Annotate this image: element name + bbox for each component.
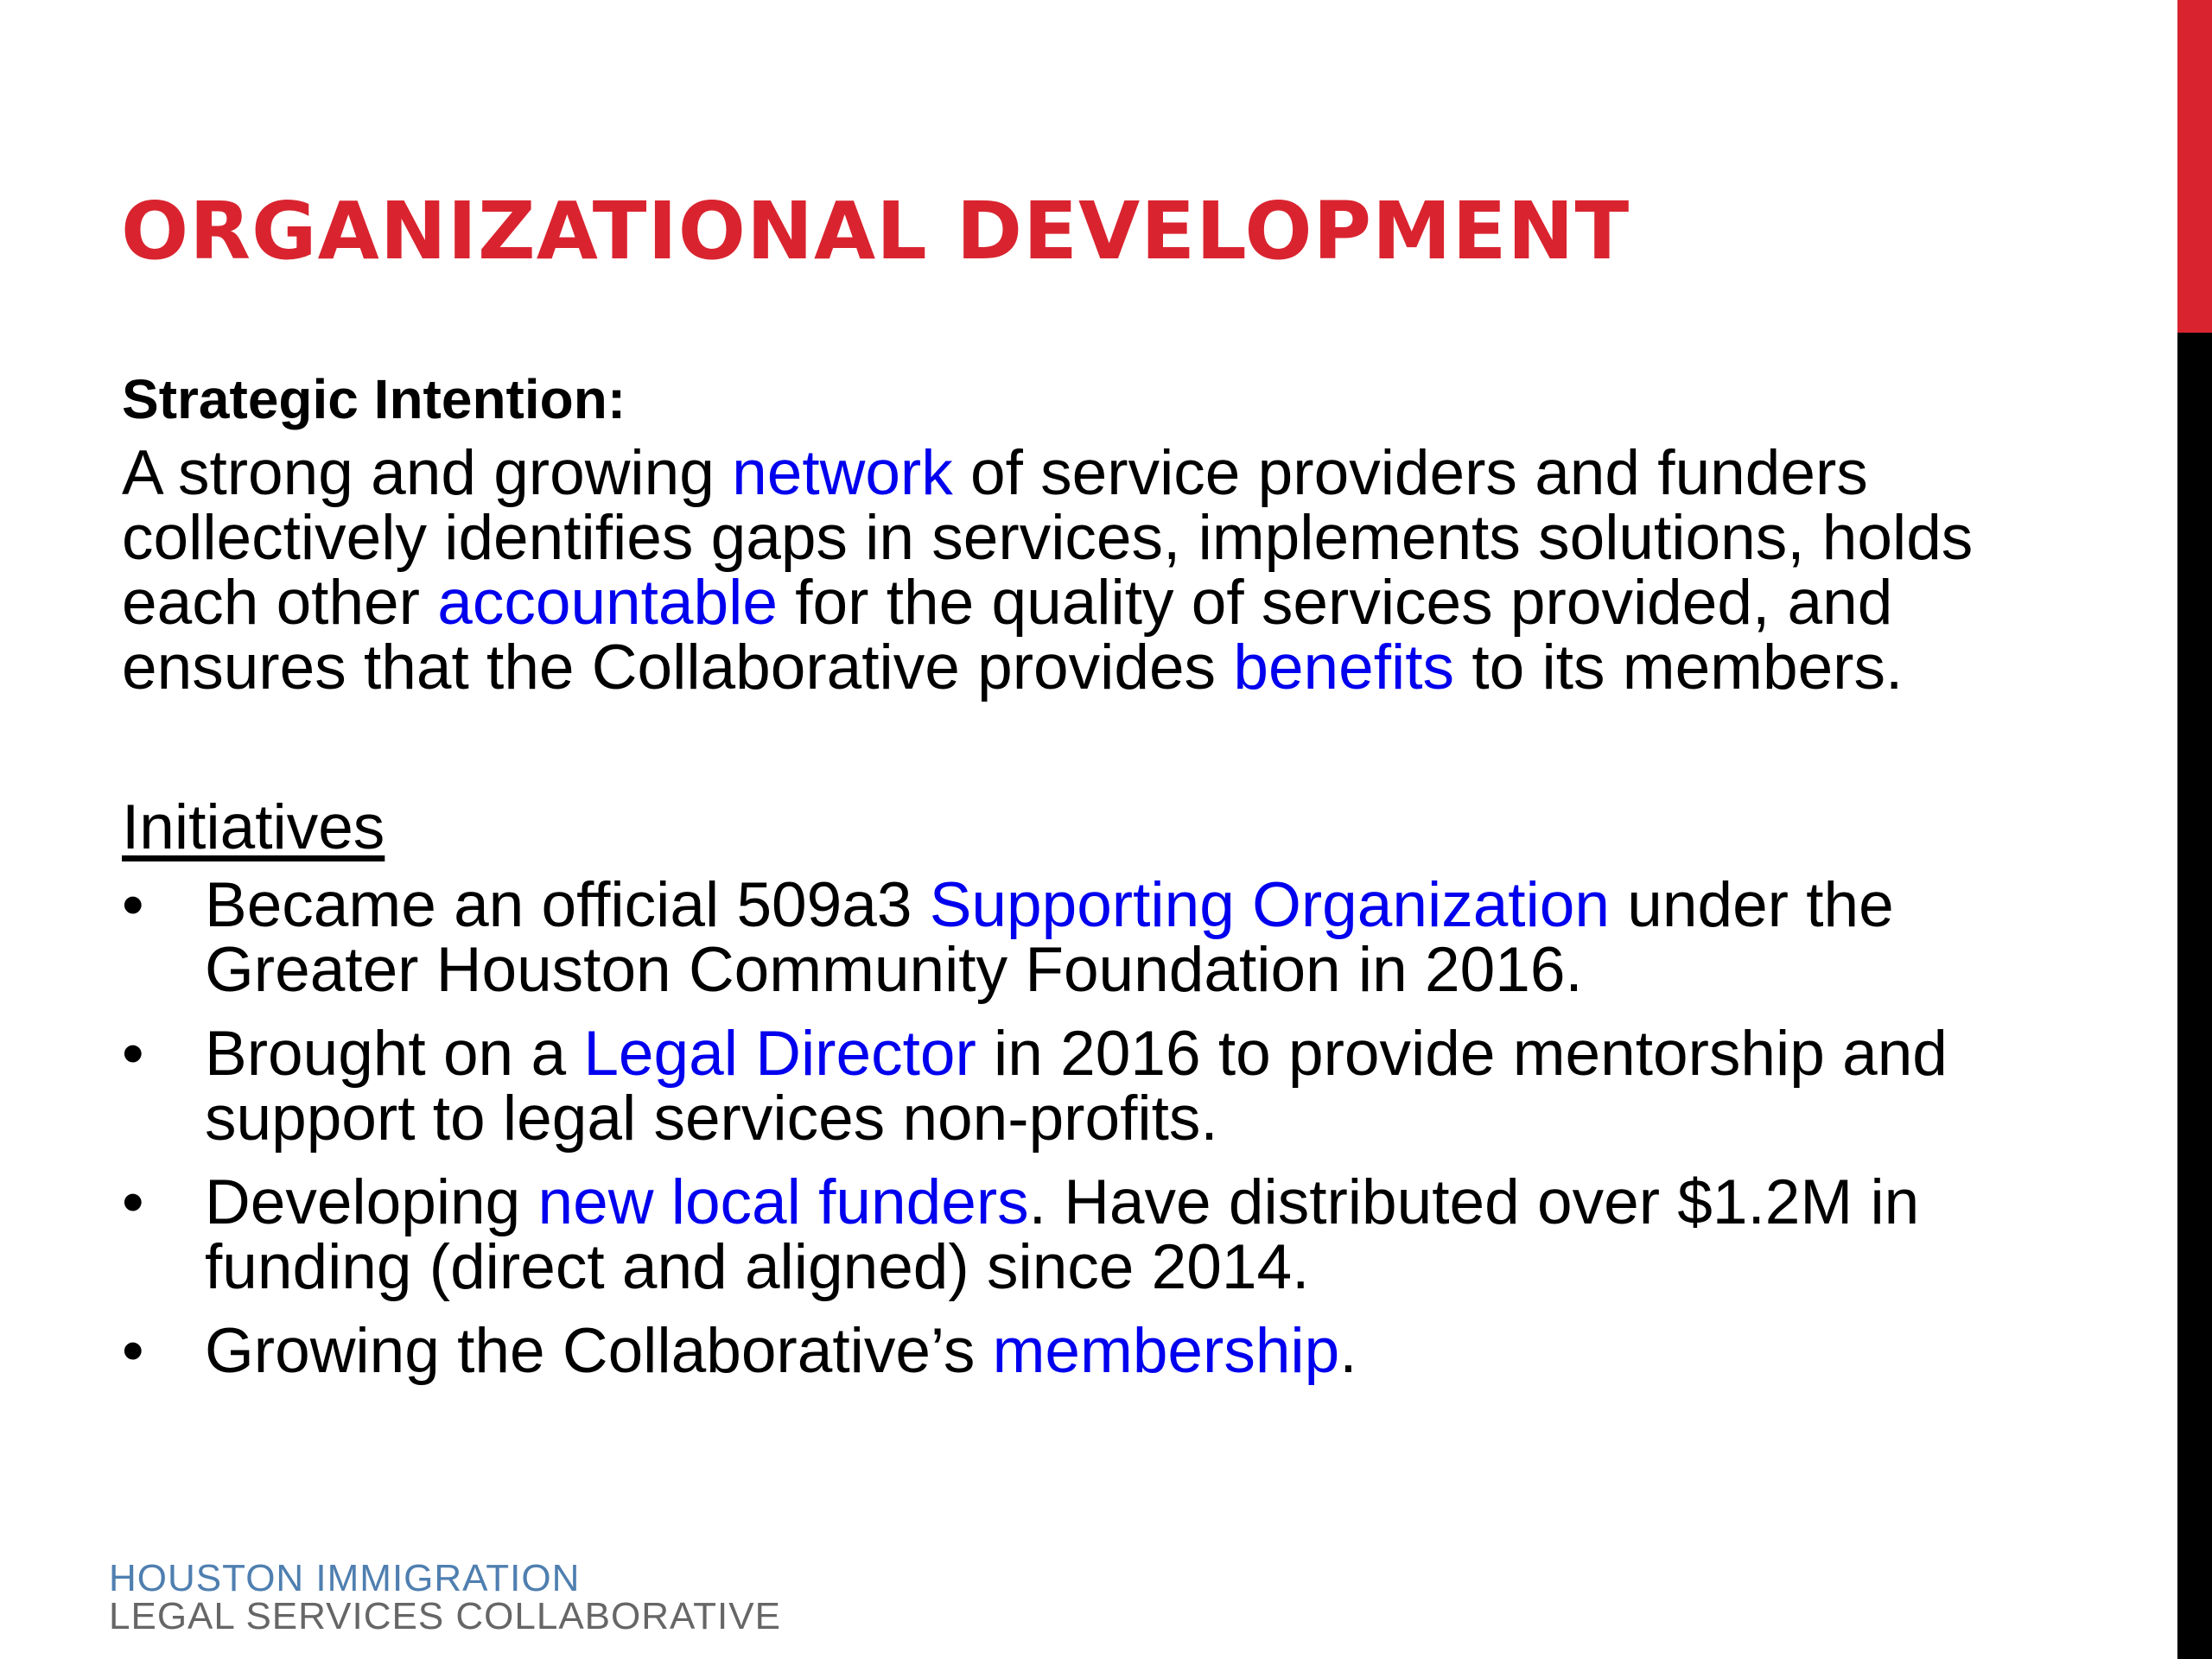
- intention-text-part: for the quality of services provided, and ensures that the Collaborative provides: [122, 568, 1893, 702]
- bullet-text: . Have distributed over $1.2M in funding (direct and aligned) since 2014.: [205, 1167, 1920, 1302]
- strategic-intention-heading: Strategic Intention:: [122, 368, 626, 430]
- bullet-text: Growing the Collaborative’s: [205, 1316, 993, 1386]
- highlight-new-local-funders: new local funders: [537, 1167, 1029, 1237]
- initiatives-heading: Initiatives: [122, 792, 385, 862]
- list-item: [122, 1316, 2109, 1386]
- side-accent-bar-red: [2177, 0, 2212, 333]
- highlight-membership: membership: [992, 1316, 1340, 1386]
- bullet-icon: •: [122, 1316, 144, 1386]
- side-accent-bar-black: [2177, 333, 2212, 1659]
- list-item: [122, 870, 2109, 1005]
- bullet-text: Developing: [205, 1167, 538, 1237]
- bullet-text: in 2016 to provide mentorship and support to legal services non-profits.: [205, 1019, 1948, 1154]
- bullet-text: under the Greater Houston Community Foundation in 2016.: [205, 870, 1894, 1005]
- bullet-icon: •: [122, 1019, 144, 1089]
- logo-line-2: LEGAL SERVICES COLLABORATIVE: [109, 1595, 781, 1637]
- intention-text-part: A strong and growing: [122, 438, 733, 508]
- intention-text-part: to its members.: [1454, 632, 1904, 702]
- logo-line-1: HOUSTON IMMIGRATION: [109, 1557, 581, 1599]
- bullet-text: Became an official 509a3: [205, 870, 930, 940]
- intention-text-part: of service providers and funders collectively identifies gaps in services, implements solutions, holds each other: [122, 438, 1974, 638]
- slide-content: [122, 363, 2109, 1402]
- bullet-text: Brought on a: [205, 1019, 584, 1089]
- highlight-network: network: [732, 438, 953, 508]
- highlight-legal-director: Legal Director: [583, 1019, 976, 1089]
- bullet-text: .: [1339, 1316, 1357, 1386]
- list-item: [122, 1019, 2109, 1154]
- organization-logo: [109, 1557, 781, 1637]
- highlight-benefits: benefits: [1233, 632, 1455, 702]
- highlight-accountable: accountable: [437, 568, 778, 638]
- bullet-icon: •: [122, 870, 144, 940]
- list-item: [122, 1167, 2109, 1302]
- bullet-icon: •: [122, 1167, 144, 1237]
- strategic-intention-text: [122, 438, 2109, 702]
- initiatives-list: [122, 870, 2109, 1386]
- highlight-supporting-organization: Supporting Organization: [929, 870, 1610, 940]
- slide-title: ORGANIZATIONAL DEVELOPMENT: [121, 185, 1630, 277]
